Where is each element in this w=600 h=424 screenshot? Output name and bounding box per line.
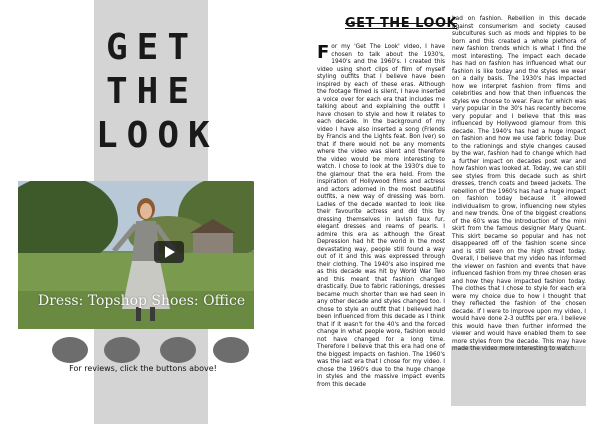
column-1-text: or my 'Get The Look' video, I have chosen to talk about the 1930's, 1940's and the 1960's. I created this video using short clips of film of myself styling outfits that I believe have been inspired by each of these eras. Although the footage filmed is silent, I have inserted a voice over for each era that includes me talking about and explaining the outfit I have chosen to style and how it relates to each decade. In the background of my video I have also inserted a song (Friends by Francis and the Lights feat. Bon Iver) so that if there would not be any moments where the video was silent and therefore the video would be more interesting to watch. I chose to look at the 1930's due to the glamour that the era held. From the inspiration of Hollywood films and actress and actors adorned in the most beautiful outfits, a new way of dressing was born. Ladies of the decade wanted to look like their favourite actress and did this by dressing themselves in lavish faux fur, elegant dresses and reams of pearls. I admire this era as although the Great Depression had hit the world in the most devastating way, people still found a way out of it and this was expressed through their clothing. The 1940's also inspired me as this decade was hit by World War Two and this meant that fashion changed drastically. Due to fabric rationings, dresses became much shorter than we had seen in any other decade and styles changed too. I chose to style an outfit that I believed had been influenced from this decade as I think that if it wasn't for the 40's and the forced change in what people wore, fashion would not have changed for a long time. Therefore I believe that this era had one of the biggest impacts on fashion. The 1960's was the last era that I chose for my video. I chose the 1960's due to the huge change in styles and the massive impact events from this decade xyxy=(317,44,445,388)
page-title xyxy=(96,26,219,158)
video-caption: Dress: Topshop Shoes: Office xyxy=(38,293,246,309)
review-button-1[interactable] xyxy=(52,337,88,363)
title-line: LOOK xyxy=(96,115,219,156)
review-button-4[interactable] xyxy=(213,337,249,363)
drop-cap: F xyxy=(317,42,330,63)
reviews-note: For reviews, click the buttons above! xyxy=(69,364,217,373)
article-heading: GET THE LOOK xyxy=(345,16,458,31)
title-line: GET xyxy=(105,27,199,68)
review-button-3[interactable] xyxy=(160,337,196,363)
article-column-1 xyxy=(317,44,445,389)
article-column-2 xyxy=(452,16,586,354)
video-player[interactable] xyxy=(18,181,254,329)
play-button[interactable] xyxy=(154,241,184,263)
conclusion-highlight xyxy=(451,346,586,406)
title-line: THE xyxy=(105,71,199,112)
review-button-2[interactable] xyxy=(104,337,140,363)
column-2-text: had on fashion. Rebellion in this decade against consumerism and society caused subcultures such as mods and hippies to be born and this created a whole plethora of new fashion trends which is what I find the most interesting. The impact each decade has had on fashion has influenced what our fashion is like today and the styles we wear on a daily basis. The 1930's has impacted how we interpret fashion from films and celebrities and how that then influences the styles we choose to wear. Faux fur which was very popular in the 30's has recently become very popular and I believe that this was influenced by Hollywood glamour from this decade. The 1940's has had a huge impact on fashion and how we use fabric today. Due to the rationings and style changes caused by the war, fashion had to change which had a further impact on decades post war and how fashion was looked at. Today, we can still see styles from this decade such as shirt dresses, trench coats and tweed jackets. The rebellion of the 1960's has had a huge impact on fashion today because it allowed individualism to grow, influencing new styles and new trends. One of the biggest creations of the 60's was the introduction of the mini skirt from the famous designer Mary Quant. This skirt became so popular and has not disappeared off of the fashion scene since and is still seen on the high street today. Overall, I believe that my video has informed the viewer on fashion and events that have influenced fashion from my three chosen eras and how they have impacted fashion today. The clothes that I chose to style for each era were my choice due to how I thought that they reflected the fashion of the chosen decade. If I were to improve upon my video, I would have done 2-3 outfits per era. I believe this would have then further informed the viewer and would have enabled them to see more styles from the decade. This may have made the video more interesting to watch. xyxy=(452,16,586,352)
